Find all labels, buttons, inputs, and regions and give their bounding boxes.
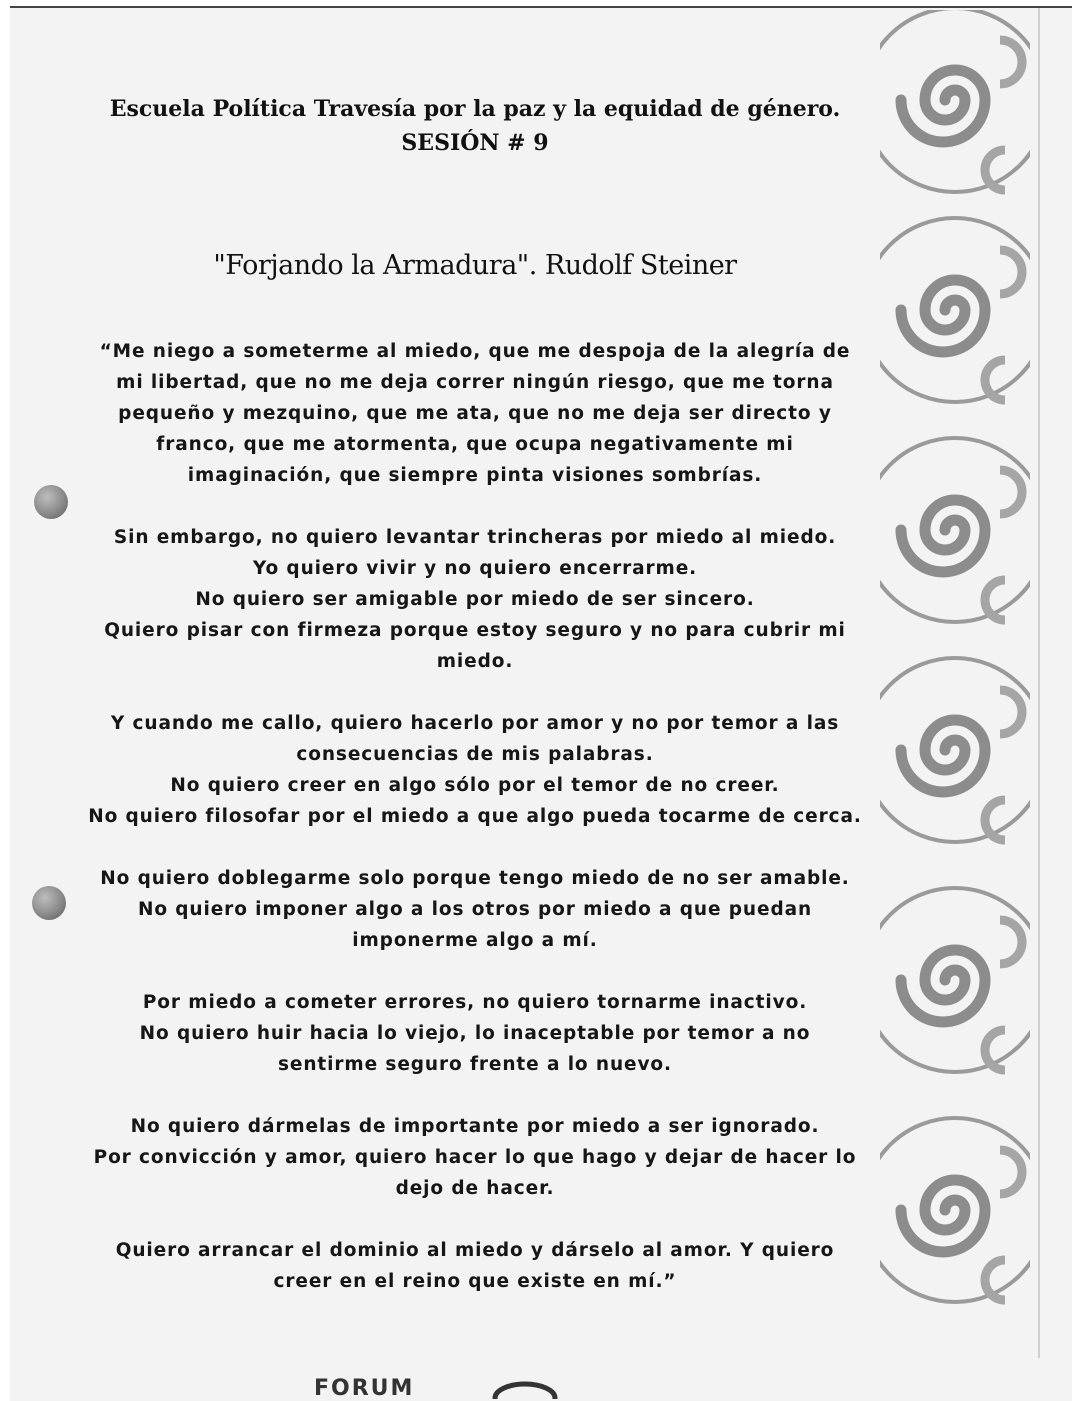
- poem-line: Yo quiero vivir y no quiero encerrarme.: [252, 558, 698, 579]
- poem-line: No quiero filosofar por el miedo a que algo pueda tocarme de cerca.: [88, 806, 862, 827]
- poem-line: miedo.: [436, 651, 514, 672]
- spiral-4: [880, 658, 1030, 842]
- footer-logo: FORUM: [314, 1376, 415, 1399]
- spiral-5: [880, 888, 1030, 1072]
- poem-line: No quiero dármelas de importante por miedo a ser ignorado.: [130, 1116, 820, 1137]
- poem-line: pequeño y mezquino, que me ata, que no me deja ser directo y: [118, 403, 832, 424]
- poem-body: [60, 336, 890, 1328]
- punch-hole-top: [34, 485, 68, 519]
- poem-line: Y cuando me callo, quiero hacerlo por amor y no por temor a las: [110, 713, 840, 734]
- poem-line: No quiero imponer algo a los otros por miedo a que puedan: [137, 899, 813, 920]
- poem-line: franco, que me atormenta, que ocupa negativamente mi: [156, 434, 794, 455]
- poem-title: "Forjando la Armadura". Rudolf Steiner: [213, 250, 737, 281]
- poem-line: dejo de hacer.: [395, 1178, 555, 1199]
- poem-line: Quiero pisar con firmeza porque estoy seguro y no para cubrir mi: [104, 620, 846, 641]
- spiral-2: [880, 218, 1030, 402]
- poem-line: Por convicción y amor, quiero hacer lo que hago y dejar de hacer lo: [93, 1147, 857, 1168]
- poem-line: “Me niego a someterme al miedo, que me despoja de la alegría de: [99, 341, 851, 362]
- spiral-3: [880, 438, 1030, 622]
- poem-line: imaginación, que siempre pinta visiones sombrías.: [187, 465, 763, 486]
- document-header: [60, 92, 890, 160]
- poem-stanza: [60, 336, 890, 491]
- poem-stanza: [60, 987, 890, 1080]
- session-number: SESIÓN # 9: [401, 130, 549, 156]
- poem-line: No quiero huir hacia lo viejo, lo inaceptable por temor a no: [139, 1023, 811, 1044]
- poem-line: Sin embargo, no quiero levantar trincheras por miedo al miedo.: [113, 527, 837, 548]
- poem-line: No quiero doblegarme solo porque tengo miedo de no ser amable.: [100, 868, 850, 889]
- spiral-1: [880, 10, 1030, 192]
- poem-stanza: [60, 863, 890, 956]
- poem-line: Quiero arrancar el dominio al miedo y dárselo al amor. Y quiero: [115, 1240, 835, 1261]
- eye-icon: [490, 1370, 560, 1399]
- poem-stanza: [60, 1235, 890, 1297]
- poem-line: consecuencias de mis palabras.: [296, 744, 654, 765]
- footer-strip: [300, 1368, 900, 1399]
- poem-line: Por miedo a cometer errores, no quiero tornarme inactivo.: [142, 992, 808, 1013]
- spiral-6: [880, 1118, 1030, 1302]
- poem-line: No quiero ser amigable por miedo de ser sincero.: [195, 589, 755, 610]
- poem-stanza: [60, 708, 890, 832]
- poem-line: sentirme seguro frente a lo nuevo.: [278, 1054, 672, 1075]
- poem-stanza: [60, 522, 890, 677]
- page-edge: [1038, 8, 1040, 1358]
- poem-stanza: [60, 1111, 890, 1204]
- poem-line: mi libertad, que no me deja correr ningún riesgo, que me torna: [116, 372, 834, 393]
- poem-line: creer en el reino que existe en mí.”: [273, 1271, 677, 1292]
- school-name: Escuela Política Travesía por la paz y la equidad de género.: [109, 96, 841, 122]
- spiral-border-decoration: [880, 10, 1030, 1360]
- poem-line: imponerme algo a mí.: [352, 930, 598, 951]
- punch-hole-bottom: [32, 886, 66, 920]
- poem-line: No quiero creer en algo sólo por el temor de no creer.: [170, 775, 780, 796]
